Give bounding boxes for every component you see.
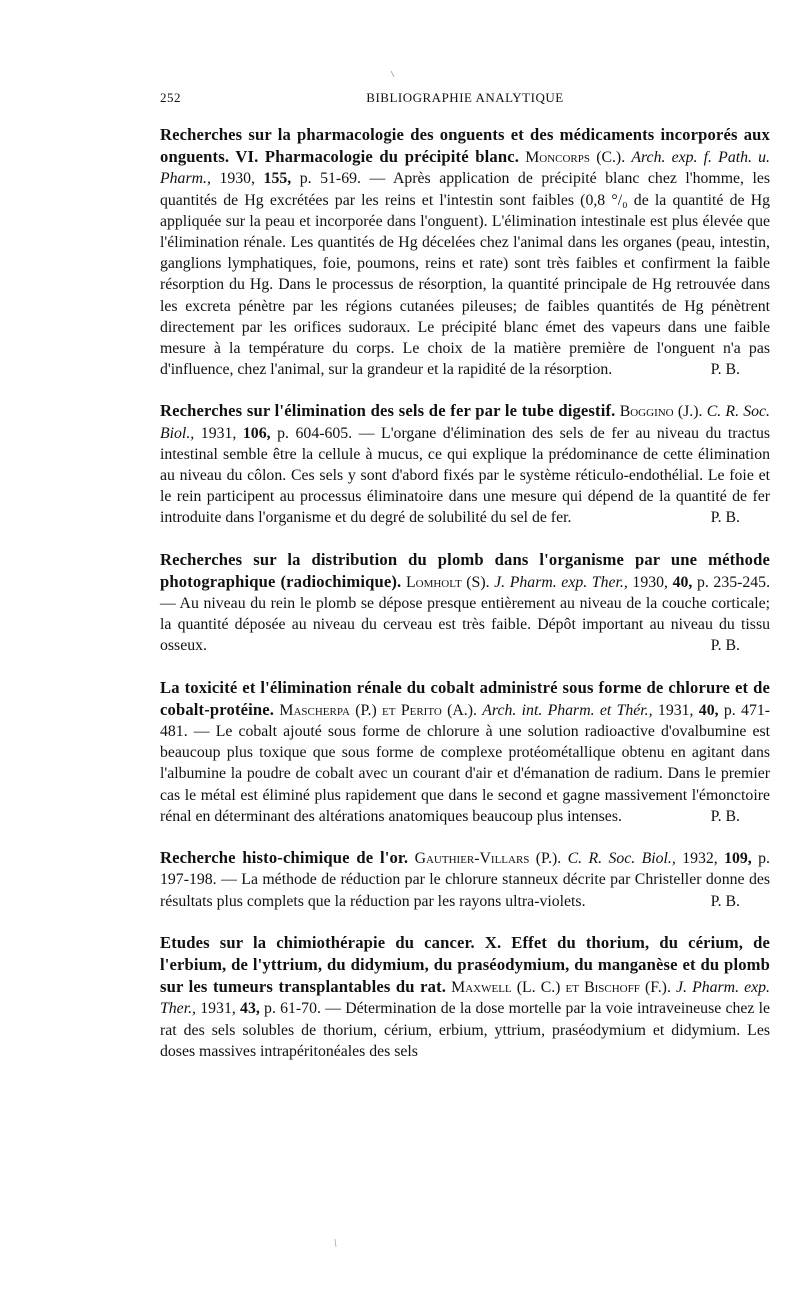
entry-journal: J. Pharm. exp. Ther., [160, 979, 770, 1018]
entry-signature: P. B. [710, 637, 740, 655]
bibliography-entry [160, 677, 770, 827]
entry-body: — Au niveau du rein le plomb se dépose presque entièrement au niveau de la couche corticale; la quantité déposée au niveau du cerveau est très faible. Dépôt important au niveau du tissu osseux. [160, 595, 770, 655]
bibliography-entry [160, 932, 770, 1062]
entry-pages: p. 51-69. [299, 170, 361, 188]
page-header [160, 90, 770, 112]
print-speck [390, 70, 396, 78]
bibliography-entry [160, 549, 770, 657]
bibliography-entry [160, 124, 770, 380]
entry-signature: P. B. [710, 807, 740, 825]
entry-author: Gauthier-Villars (P.). [414, 850, 562, 868]
entry-author: Mascherpa (P.) et Perito (A.). [279, 701, 477, 719]
entry-year: 1931, [200, 424, 237, 442]
bibliography-entry [160, 400, 770, 528]
entry-body: — La méthode de réduction par le chlorure stanneux décrite par Christeller donne des résultats plus complets que la réduction par les rayons ultra-violets. [160, 871, 771, 910]
entry-signature: P. B. [710, 892, 740, 910]
bibliography-entry [160, 847, 770, 912]
entry-title: Recherches sur la pharmacologie des onguents et des médicaments incorporés aux onguents. VI. Pharmacologie du précipité blanc. [160, 125, 770, 167]
entry-journal: Arch. int. Pharm. et Thér., [482, 701, 653, 719]
entry-volume: 109, [724, 850, 752, 868]
entry-volume: 106, [242, 424, 271, 442]
entry-year: 1931, [200, 1000, 236, 1018]
entry-pages: p. 604-605. [277, 424, 353, 442]
entry-year: 1930, [632, 573, 668, 591]
entry-pages: p. 61-70. [264, 1000, 321, 1018]
entry-volume: 43, [240, 1000, 260, 1018]
entry-title: Etudes sur la chimiothérapie du cancer. X. Effet du thorium, du cérium, de l'erbium, de l'yttrium, du didymium, du praséodymium, du manganèse et du plomb sur les tumeurs transplantables du rat. [160, 932, 770, 997]
bibliography-column [160, 124, 770, 1082]
entry-author: Boggino (J.). [619, 403, 703, 421]
entry-body: — Après application de précipité blanc chez l'homme, les quantités de Hg excrétées par les reins et l'intestin sont faibles (0,8 °/₀ de la quantité de Hg appliquée sur la peau et incorporée dans l'onguent). L'élimination intestinale est plus élevée que l'élimination rénale. Les quantités de Hg décelées chez l'animal dans les organes (peau, intestin, ganglions lymphatiques, foie, poumons, reins et rate) sont très faibles et confirment la faible résorption du Hg. Dans le processus de résorption, la quantité principale de Hg retrouvée dans les excreta pénètre par les régions cutanées pileuses; de faibles quantités de Hg pénètrent directement par les orifices sudoraux. Le précipité blanc émet des vapeurs dans une faible mesure à la température du corps. Le choix de la matière première de l'onguent n'a pas d'influence, chez l'animal, sur la grandeur et la rapidité de la résorption. [160, 170, 771, 379]
entry-journal: J. Pharm. exp. Ther., [494, 573, 628, 591]
entry-signature: P. B. [710, 361, 740, 379]
entry-year: 1930, [219, 170, 255, 188]
entry-title: La toxicité et l'élimination rénale du cobalt administré sous forme de chlorure et de cobalt-protéine. [160, 677, 770, 719]
entry-title: Recherches sur la distribution du plomb dans l'organisme par une méthode photographique (radiochimique). [160, 549, 770, 591]
entry-volume: 40, [698, 701, 719, 719]
entry-journal: Arch. exp. f. Path. u. Pharm., [160, 149, 770, 188]
entry-pages: p. 235-245. [696, 573, 771, 591]
print-speck [333, 1238, 339, 1248]
entry-volume: 155, [263, 170, 292, 188]
entry-volume: 40, [672, 573, 693, 591]
entry-year: 1932, [682, 850, 718, 868]
entry-signature: P. B. [710, 509, 740, 527]
entry-body: — Détermination de la dose mortelle par la voie intraveineuse chez le rat des sels solubles de thorium, cérium, erbium, yttrium, praséodymium et didymium. Les doses massives intrapéritonéales des sels [160, 1000, 771, 1060]
entry-body: — L'organe d'élimination des sels de fer au niveau du tractus intestinal semble être la cellule à mucus, ce qui explique la prédominance de cette élimination au niveau du côlon. Ces sels y sont d'abord fixés par le système réticulo-endothélial. Le foie et le rein participent au processus éliminatoire dans une mesure qui dépend de la quantité de fer introduite dans l'organisme et du degré de solubilité du sel de fer. [160, 424, 771, 527]
page-number: 252 [160, 90, 181, 105]
entry-journal: C. R. Soc. Biol., [160, 403, 771, 442]
entry-pages: p. 197-198. [160, 850, 770, 889]
entry-title: Recherches sur l'élimination des sels de fer par le tube digestif. [160, 401, 616, 421]
running-head: BIBLIOGRAPHIE ANALYTIQUE [366, 90, 564, 105]
entry-year: 1931, [657, 701, 694, 719]
entry-pages: p. 471-481. [160, 701, 770, 741]
entry-author: Moncorps (C.). [525, 149, 626, 167]
entry-author: Maxwell (L. C.) et Bischoff (F.). [451, 979, 671, 997]
entry-body: — Le cobalt ajouté sous forme de chlorure à une solution radioactive d'ovalbumine est beaucoup plus toxique que sous forme de complexe protéométallique obtenu en agitant dans l'albumine la poudre de cobalt avec un courant d'air et d'émanation de radium. Dans le premier cas le métal est éliminé plus rapidement que dans le second et gagne massivement l'émonctoire rénal en déterminant des altérations anatomiques beaucoup plus intenses. [160, 723, 771, 825]
entry-author: Lomholt (S). [405, 573, 490, 591]
entry-journal: C. R. Soc. Biol., [567, 850, 676, 868]
entry-title: Recherche histo-chimique de l'or. [160, 848, 409, 868]
